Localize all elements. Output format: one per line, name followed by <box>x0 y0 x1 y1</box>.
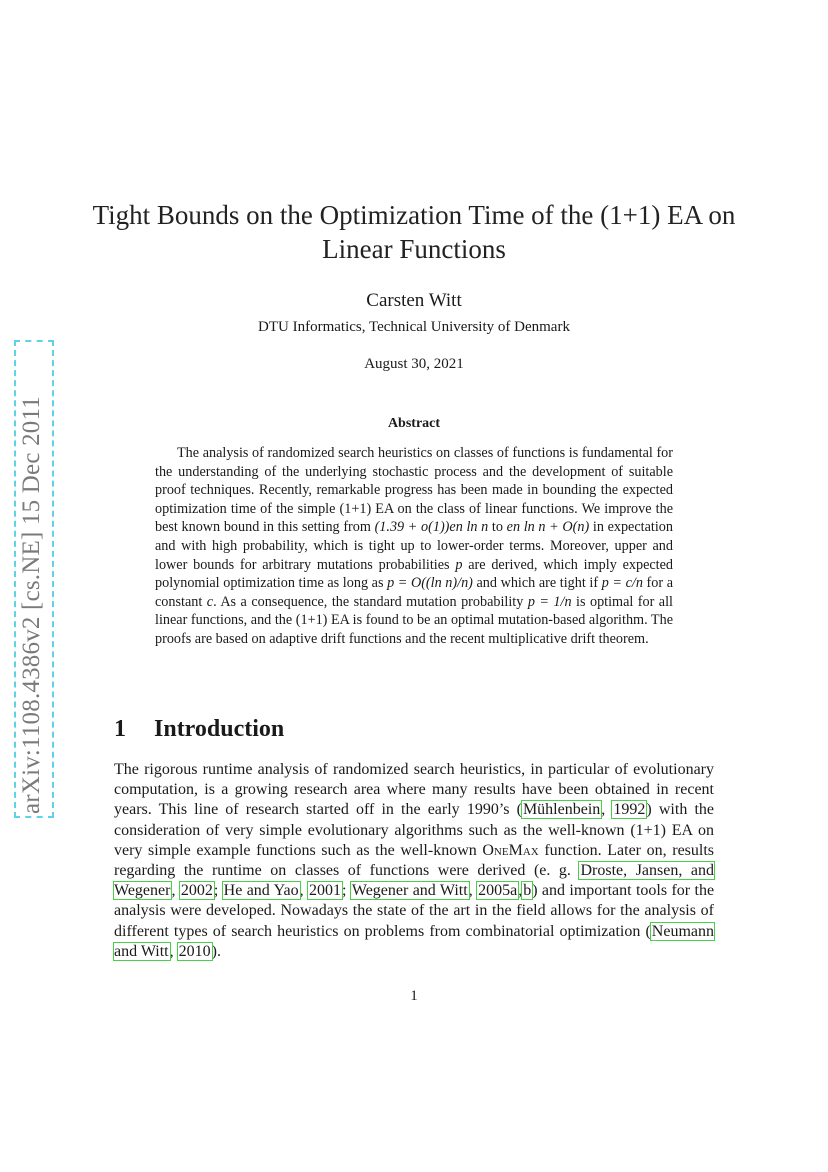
abstract-text: The analysis of randomized search heuristics on classes of functions is fundamental for the understanding of the underlying stochastic process and the development of suitable proof techniques. Recently, remarkable progress has been made in bounding the expected optimization time of the simple (1+1) EA on the class of linear functions. We improve the best known bound in this setting from <box>155 445 673 536</box>
author-affiliation: DTU Informatics, Technical University of Denmark <box>258 319 570 335</box>
intro-text: The rigorous runtime analysis of randomized search heuristics, in particular of evolutionary computation, is a growing research area where many results have been obtained in recent years. This line of research started off in the early 1990’s ( <box>114 761 714 819</box>
section-heading <box>114 716 284 743</box>
citation-link[interactable]: 2001 <box>309 882 342 900</box>
intro-text: , <box>468 882 478 900</box>
author-name: Carsten Witt <box>366 290 462 311</box>
function-name: OneMax <box>482 841 539 859</box>
intro-text: function. Later on, results regarding the runtime on classes of functions were derived (e. g. <box>114 841 715 880</box>
abstract-text: and which are tight if <box>472 575 602 592</box>
abstract-text: . As a consequence, the standard mutation probability <box>213 593 528 610</box>
intro-text: , <box>518 882 523 900</box>
abstract-text: for a constant <box>155 575 673 610</box>
introduction-paragraph <box>114 760 714 962</box>
math-expression: p = 1/n <box>527 593 572 610</box>
citation-link[interactable]: He and Yao <box>223 882 299 900</box>
citation-link[interactable]: b <box>523 882 532 900</box>
abstract-text: in expectation and with high probability, which is tight up to lower-order terms. Moreover, upper and lower bounds for arbitrary mutations probabilities <box>155 519 673 573</box>
math-expression: p = O((ln n)/n) <box>387 575 473 592</box>
abstract-heading: Abstract <box>387 416 441 431</box>
math-expression: en ln n + O(n) <box>506 519 590 536</box>
citation-link[interactable]: Wegener and Witt <box>351 882 468 900</box>
intro-text: ; <box>342 882 351 900</box>
math-expression: (1.39 + o(1))en ln n <box>374 519 489 536</box>
citation-link[interactable]: Droste, Jansen, and Wegener <box>114 862 714 900</box>
math-expression: c <box>206 593 214 610</box>
paper-date: August 30, 2021 <box>364 356 464 372</box>
intro-text: ). <box>211 942 221 960</box>
math-expression: p = c/n <box>601 575 643 592</box>
citation-link[interactable]: 2002 <box>180 882 213 900</box>
citation-link[interactable]: 2010 <box>178 942 211 960</box>
intro-text: , <box>169 942 178 960</box>
abstract-text: to <box>488 519 507 536</box>
section-title: Introduction <box>154 716 285 742</box>
intro-text: , <box>299 882 309 900</box>
citation-link[interactable]: 2005a <box>478 882 518 900</box>
arxiv-identifier: arXiv:1108.4386v2 [cs.NE] 15 Dec 2011 <box>18 396 45 814</box>
citation-link[interactable]: Neumann and Witt <box>114 922 714 960</box>
intro-text: ) and important tools for the analysis were developed. Nowadays the state of the art in the field allows for the analysis of different types of search heuristics on problems from combinatorial optimization ( <box>114 882 715 940</box>
section-number: 1 <box>114 716 126 742</box>
page-number: 1 <box>410 988 418 1004</box>
intro-text: , <box>601 801 613 819</box>
citation-link[interactable]: 1992 <box>613 801 646 819</box>
abstract-text: is optimal for all linear functions, and the (1+1) EA is found to be an optimal mutation-based algorithm. The proofs are based on adaptive drift functions and the recent multiplicative drift theorem. <box>155 593 673 647</box>
intro-text: ) with the consideration of very simple evolutionary algorithms such as the well-known (1+1) EA on very simple example functions such as the well-known <box>114 801 715 859</box>
math-expression: p <box>455 556 463 573</box>
citation-link[interactable]: Mühlenbein <box>522 801 601 819</box>
paper-title: Tight Bounds on the Optimization Time of the (1+1) EA on Linear Functions <box>92 200 736 264</box>
intro-text: , <box>171 882 180 900</box>
abstract-text: are derived, which imply expected polynomial optimization time as long as <box>155 556 673 592</box>
intro-text: ; <box>213 882 223 900</box>
abstract-body <box>155 444 673 649</box>
